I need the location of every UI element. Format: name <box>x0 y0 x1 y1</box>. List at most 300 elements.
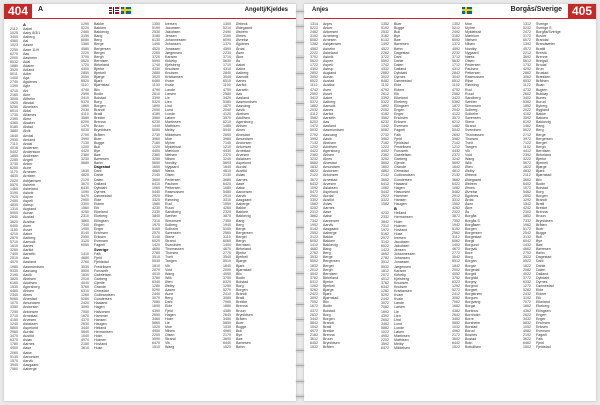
entry-name: Aavik <box>236 107 245 112</box>
entry-name: Eik <box>536 296 541 301</box>
entry-name: Asheim <box>23 182 35 187</box>
entry-name: Vold <box>465 153 472 157</box>
entry-code: 2432 <box>523 292 531 297</box>
entry-code: 4670 <box>223 247 231 252</box>
entry-name: Borgvik <box>465 247 477 252</box>
entry-code: 3172 <box>523 34 531 39</box>
entry-code: 3722 <box>381 54 389 59</box>
entry-name: Thorsen <box>465 136 479 141</box>
entry-code: 3860 <box>81 218 89 223</box>
entry-name: Alvestad <box>323 161 337 166</box>
entry-name: Buer <box>536 226 544 231</box>
entry-code: 3940 <box>10 362 18 367</box>
entry-code: 2840 <box>223 71 231 76</box>
entry-name: Hammer <box>94 313 108 318</box>
entry-code: 3440 <box>81 325 89 330</box>
entry-code: 6422 <box>452 181 460 186</box>
entry-code: 3052 <box>310 75 318 80</box>
entry-code: 2510 <box>10 256 18 261</box>
index-entry <box>381 346 448 350</box>
entry-name: Sandberg <box>465 95 481 100</box>
entry-name: Avset <box>23 227 32 232</box>
entry-code: 2702 <box>310 132 318 137</box>
entry-name: Aamodt <box>236 75 249 80</box>
entry-name: Engen <box>536 312 547 317</box>
entry-name: Erichsen <box>94 230 108 235</box>
entry-name: Dalen <box>394 62 404 67</box>
entry-name: Bugten <box>536 87 548 92</box>
entry-code: 5592 <box>381 58 389 63</box>
entry-name: Eik <box>394 91 399 96</box>
entry-name: Dahl <box>536 259 544 264</box>
entry-code: 4050 <box>223 271 231 276</box>
entry-name: Aasvang <box>236 103 250 108</box>
entry-code: 2052 <box>381 107 389 112</box>
entry-name: Wang <box>165 271 175 276</box>
entry-name: Borgen <box>323 316 335 321</box>
entry-name: Mæhlum <box>465 34 479 39</box>
entry-name: Aaberg <box>23 35 35 40</box>
entry-name: Bruun <box>236 308 246 313</box>
entry-name: Aakre <box>323 95 333 100</box>
entry-code: 3532 <box>310 255 318 260</box>
entry-code: 1532 <box>310 345 318 350</box>
entry-code: 1314 <box>310 22 318 26</box>
entry-name: Næss <box>465 54 475 59</box>
entry-name: Augland <box>23 207 37 212</box>
entry-name: Rønning <box>165 198 179 203</box>
entry-name: Bukkøy <box>536 91 548 96</box>
entry-code: 1872 <box>452 103 460 108</box>
entry-name: A <box>23 22 26 27</box>
entry-code: 1392 <box>523 42 531 47</box>
entry-code: 2422 <box>310 292 318 297</box>
entry-name: Aakre <box>236 67 246 72</box>
entry-code: 2200 <box>152 333 160 338</box>
entry-name: Lie <box>165 320 170 325</box>
entry-name: Berg <box>236 222 244 227</box>
entry-name: Myklebust <box>465 30 482 35</box>
index-entry <box>81 243 148 247</box>
entry-name: Augland <box>323 71 337 76</box>
entry-name: Aslaksen <box>323 185 338 190</box>
entry-name: Aasgaard <box>323 226 339 231</box>
entry-name: Sandberg <box>165 210 181 215</box>
entry-code: 1472 <box>310 124 318 129</box>
entry-name: Aspeli <box>323 62 333 67</box>
entry-code: 2550 <box>81 234 89 239</box>
entry-code: 2842 <box>452 71 460 76</box>
entry-code: 3510 <box>152 255 160 260</box>
entry-name: Thomassen <box>165 247 184 252</box>
entry-code: 5190 <box>152 26 160 31</box>
entry-code: 5250 <box>10 104 18 109</box>
entry-code: 3390 <box>152 95 160 100</box>
entry-name: Brun <box>536 67 544 72</box>
entry-name: Aabel <box>23 27 33 32</box>
entry-name: Eidem <box>94 202 105 207</box>
entry-name: Berntsen <box>236 243 251 248</box>
entry-code: 3712 <box>452 54 460 59</box>
entry-name: Ørnes <box>236 34 246 39</box>
entry-name: Borg <box>236 284 244 288</box>
entry-code: 2632 <box>310 312 318 317</box>
entry-code: 2642 <box>452 312 460 317</box>
entry-name: Falk <box>394 132 401 137</box>
entry-code: 2330 <box>152 210 160 215</box>
entry-name: Hovland <box>394 227 408 232</box>
entry-code: 2442 <box>381 297 389 302</box>
entry-name: Evensen <box>94 238 108 243</box>
entry-code: 6400 <box>10 223 18 228</box>
entry-code: 3070 <box>152 296 160 301</box>
entry-code: 6462 <box>523 341 531 346</box>
entry-name: Ankersen <box>323 30 339 35</box>
entry-code: 7182 <box>381 140 389 145</box>
entry-code: 3252 <box>381 157 389 162</box>
entry-code: 4040 <box>81 280 89 285</box>
entry-code: 3302 <box>310 198 318 203</box>
entry-name: Eriksen <box>536 324 548 329</box>
entry-name: Aas <box>236 91 243 96</box>
entry-code: 3842 <box>381 219 389 224</box>
entry-name: Dybdahl <box>94 185 108 190</box>
entry-name: Moe <box>465 22 472 26</box>
entry-name: Amundsen <box>23 301 41 306</box>
entry-name: Åkre <box>465 206 473 211</box>
entry-code: 3650 <box>152 177 160 182</box>
entry-name: Haugen <box>394 202 407 207</box>
entry-code: 1250 <box>223 284 231 288</box>
entry-name: Ørnes <box>465 185 475 190</box>
entry-code: 1400 <box>223 243 231 248</box>
entry-code: 4242 <box>523 206 531 211</box>
entry-code: 7310 <box>152 218 160 223</box>
binding-ring <box>296 272 304 275</box>
entry-name: Fagerli <box>536 333 547 338</box>
entry-name: Borg <box>536 189 544 194</box>
entry-code: 8032 <box>10 59 18 64</box>
binding-ring <box>296 318 304 321</box>
entry-code: 3122 <box>310 234 318 239</box>
binding-ring <box>296 380 304 383</box>
entry-name: Bosnes <box>465 333 477 338</box>
entry-code: 2222 <box>310 50 318 55</box>
entry-name: Tveit <box>465 140 473 145</box>
entry-name: Stene <box>165 234 175 239</box>
entry-code: 3972 <box>523 136 531 141</box>
entry-name: Brandt <box>236 292 247 297</box>
entry-code: 4862 <box>381 169 389 174</box>
entry-code: 1582 <box>381 202 389 207</box>
entry-code: 2390 <box>10 117 18 122</box>
entry-code: 2112 <box>10 27 18 32</box>
entry-name: Brynildsen <box>536 218 553 223</box>
entry-name: Hagen <box>165 312 176 317</box>
entry-name: Borgan <box>465 259 477 264</box>
entry-name: Aurdal <box>323 193 334 198</box>
entry-code: 4560 <box>10 39 18 44</box>
entry-code: 3662 <box>523 177 531 182</box>
entry-code: 1732 <box>523 62 531 67</box>
entry-name: Brandsæter <box>536 42 555 47</box>
entry-name: Bruun <box>323 337 333 342</box>
entry-code: 4792 <box>381 87 389 92</box>
entry-code: 3592 <box>523 116 531 121</box>
entry-code: 1542 <box>523 202 531 207</box>
entry-code: 1530 <box>10 285 18 289</box>
left-flags <box>109 7 133 14</box>
entry-code: 3602 <box>452 337 460 342</box>
entry-name: Aavik <box>323 136 332 141</box>
entry-code: 4262 <box>452 206 460 211</box>
entry-name: Anker <box>23 162 33 167</box>
entry-code: 5382 <box>452 99 460 104</box>
entry-code: 1302 <box>452 22 460 26</box>
entry-name: Lind <box>165 103 172 108</box>
entry-code: 7142 <box>452 140 460 145</box>
entry-name: Gundersen <box>394 177 412 182</box>
entry-name: Bolstad <box>536 185 548 190</box>
entry-code: 3610 <box>81 346 89 351</box>
entry-code: 4112 <box>310 112 318 117</box>
entry-code: 2420 <box>81 301 89 306</box>
entry-name: Moe <box>165 324 172 329</box>
entry-name: Aarseth <box>23 252 36 257</box>
entry-name: Aspelund <box>323 189 338 194</box>
entry-name: Burud <box>536 99 546 104</box>
entry-name: Bang <box>536 124 545 129</box>
entry-code: 4312 <box>452 67 460 72</box>
entry-code: 2340 <box>10 293 18 298</box>
entry-code: 4970 <box>81 338 89 343</box>
entry-code: 1370 <box>223 42 231 47</box>
entry-code: 1072 <box>523 185 531 190</box>
entry-name: Sverige <box>536 22 549 26</box>
entry-name: Lind <box>394 317 401 322</box>
binding-ring <box>296 303 304 306</box>
entry-name: Gulbrandsen <box>94 293 115 298</box>
entry-name: Åkre <box>236 54 244 59</box>
entry-code: 4592 <box>452 46 460 51</box>
index-column <box>150 22 221 397</box>
entry-code: 3180 <box>152 34 160 39</box>
entry-code: 1952 <box>310 222 318 227</box>
entry-name: Bjørk <box>536 169 545 174</box>
entry-name: Lund <box>394 321 402 326</box>
entry-name: Aven <box>23 223 32 228</box>
entry-name: Aanes <box>23 244 34 249</box>
entry-name: Bjørk <box>236 263 245 268</box>
entry-name: Eide <box>394 83 402 88</box>
entry-code: 1092 <box>310 185 318 190</box>
entry-code: 6482 <box>381 79 389 84</box>
entry-name: Myhre <box>165 140 175 145</box>
entry-name: Fjeld <box>165 308 173 313</box>
entry-code: 1400 <box>10 76 18 81</box>
entry-code: 4180 <box>152 112 160 117</box>
entry-name: Ås <box>465 210 470 215</box>
entry-code: 4102 <box>523 112 531 117</box>
entry-code: 5472 <box>310 189 318 194</box>
entry-code: 5710 <box>10 239 18 244</box>
entry-code: 4950 <box>152 329 160 334</box>
entry-code: 2202 <box>381 338 389 343</box>
entry-name: Bergersen <box>94 46 111 51</box>
entry-name: Austad <box>23 215 35 220</box>
entry-name: Lie <box>165 95 170 100</box>
entry-name: Adland <box>23 68 35 73</box>
entry-code: 1942 <box>452 222 460 227</box>
binding-ring <box>296 256 304 259</box>
entry-name: Bjerkeli <box>536 161 548 166</box>
entry-name: Jensen <box>165 34 177 39</box>
entry-name: Borgås S <box>465 218 480 223</box>
entry-name: Bye <box>236 333 243 338</box>
entry-name: Andorsen <box>236 140 252 145</box>
entry-name: Brekke <box>94 116 106 121</box>
entry-code: 7132 <box>310 140 318 145</box>
entry-name: Bye <box>94 148 101 153</box>
entry-name: Aakre <box>23 231 33 236</box>
sweden-flag-icon <box>462 7 472 14</box>
left-section-letter: A <box>38 6 44 13</box>
entry-name: Løken <box>165 116 175 121</box>
entry-code: 3522 <box>523 255 531 260</box>
entry-code: 3232 <box>310 157 318 162</box>
entry-code: 6050 <box>81 243 89 248</box>
entry-code: 5272 <box>452 288 460 293</box>
entry-name: Eide <box>536 288 544 293</box>
entry-name: Svendsen <box>465 128 481 133</box>
entry-name: Alstad <box>23 125 33 130</box>
entry-code: 6130 <box>152 38 160 43</box>
entry-name: Borud <box>465 329 475 334</box>
entry-name: Engen <box>94 222 105 227</box>
entry-code: 1920 <box>10 100 18 105</box>
entry-name: Bergersen <box>536 136 553 141</box>
entry-code: 6430 <box>81 185 89 190</box>
entry-name: Bakken <box>236 210 248 215</box>
entry-name: Adalen <box>23 63 35 68</box>
entry-code: 5622 <box>310 58 318 63</box>
entry-code: 3132 <box>523 234 531 239</box>
entry-name: Falk <box>94 252 101 257</box>
entry-name: Ruud <box>165 206 174 211</box>
entry-code: 6322 <box>452 279 460 284</box>
entry-code: 1240 <box>10 321 18 326</box>
entry-code: 5262 <box>310 288 318 293</box>
entry-code: 2740 <box>10 80 18 85</box>
entry-name: Engen <box>394 107 405 112</box>
entry-code: 5011 <box>10 72 18 77</box>
entry-name: Hermansen <box>394 215 413 220</box>
entry-name: Berget <box>94 50 105 55</box>
entry-code: 4810 <box>223 169 231 174</box>
entry-name: Aaberge <box>323 230 337 235</box>
entry-name: Lien <box>394 313 401 318</box>
index-entry <box>523 345 590 349</box>
entry-code: 1372 <box>452 42 460 47</box>
entry-code: 6210 <box>223 120 231 125</box>
entry-code: 1390 <box>10 84 18 89</box>
entry-code: 3820 <box>10 276 18 281</box>
entry-name: Kirkeby <box>394 272 406 277</box>
entry-code: 2880 <box>152 71 160 76</box>
entry-code: 5260 <box>81 297 89 302</box>
entry-code: 2060 <box>10 350 18 355</box>
entry-code: 2120 <box>81 177 89 182</box>
entry-name: Gundersen <box>94 297 112 302</box>
entry-code: 1110 <box>81 83 89 88</box>
entry-name: Bergersen <box>236 230 253 235</box>
entry-name: Borgeli <box>465 271 477 276</box>
entry-code: 2492 <box>452 30 460 35</box>
entry-name: Birkeland <box>236 247 251 252</box>
entry-name: Enger <box>536 316 546 321</box>
entry-code: 4650 <box>152 247 160 252</box>
entry-name: Bratli <box>536 202 545 207</box>
entry-code: 2190 <box>10 272 18 277</box>
entry-name: Aase <box>323 210 332 215</box>
entry-name: Garberg <box>394 157 408 162</box>
entry-name: Austad <box>323 79 335 84</box>
entry-name: Aanonsen <box>23 354 40 359</box>
entry-name: Kvam <box>165 79 175 84</box>
entry-name: Rønning <box>465 83 479 88</box>
entry-name: Ahlsen <box>23 289 34 294</box>
left-page-number: 404 <box>4 4 32 18</box>
entry-code: 5840 <box>81 330 89 335</box>
entry-name: Brodal <box>536 62 547 67</box>
entry-code: 4250 <box>81 210 89 215</box>
entry-name: Arnestad <box>323 177 338 182</box>
entry-name: Aspen <box>23 194 34 199</box>
entry-code: 5130 <box>10 354 18 359</box>
entry-code: 4662 <box>523 247 531 252</box>
entry-name: Eriksen <box>94 234 106 239</box>
entry-code: 7400 <box>10 252 18 257</box>
entry-name: Bakke <box>94 22 104 26</box>
entry-code: 1080 <box>223 185 231 190</box>
entry-name: Eide <box>94 198 102 203</box>
entry-code: 4402 <box>381 148 389 153</box>
entry-name: Evensen <box>536 329 550 334</box>
entry-code: 1850 <box>10 154 18 158</box>
entry-code: 2032 <box>310 107 318 112</box>
entry-code: 2012 <box>310 267 318 272</box>
entry-name: Bye <box>536 238 543 243</box>
entry-code: 1950 <box>81 226 89 231</box>
entry-name: Lie <box>394 309 399 314</box>
entry-code: 3420 <box>223 95 231 100</box>
entry-name: Rud <box>165 202 172 207</box>
entry-code: 1610 <box>10 244 18 249</box>
entry-name: Astrup <box>323 67 334 72</box>
entry-code: 5442 <box>381 189 389 194</box>
entry-code: 6472 <box>381 346 389 351</box>
entry-name: Bjerkeli <box>236 255 248 260</box>
entry-name: Lande <box>165 87 175 92</box>
entry-code: 1022 <box>381 330 389 335</box>
entry-name: Borgen <box>236 288 248 293</box>
entry-name: Botn <box>465 341 473 346</box>
entry-name: Nygaard <box>165 165 179 170</box>
entry-name: Alnes <box>236 128 245 133</box>
entry-name: Brattli <box>536 46 546 51</box>
entry-code: 2700 <box>81 132 89 137</box>
entry-name: Eikeland <box>536 300 550 305</box>
